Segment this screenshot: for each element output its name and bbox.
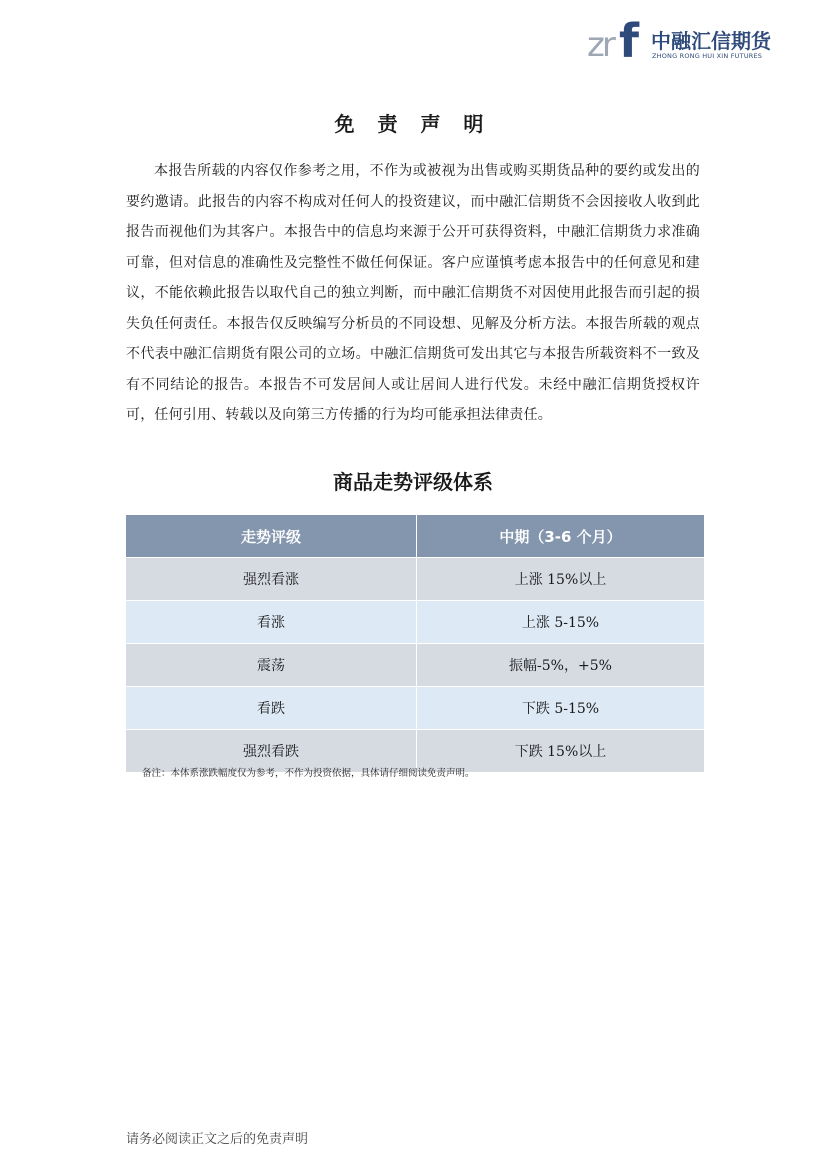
rating-cell: 震荡 bbox=[126, 644, 417, 687]
page-footer: 请务必阅读正文之后的免责声明 bbox=[126, 1132, 309, 1147]
logo-mark-f: f bbox=[619, 14, 640, 68]
page-title: 免 责 声 明 bbox=[334, 112, 492, 136]
range-cell: 下跌 5-15% bbox=[417, 687, 705, 730]
table-note: 备注：本体系涨跌幅度仅为参考，不作为投资依据，具体请仔细阅读免责声明。 bbox=[142, 768, 475, 779]
column-header-rating: 走势评级 bbox=[126, 515, 417, 558]
rating-cell: 强烈看跌 bbox=[126, 730, 417, 773]
table-header-row bbox=[126, 515, 704, 558]
range-cell: 上涨 15%以上 bbox=[417, 558, 705, 601]
rating-cell: 看涨 bbox=[126, 601, 417, 644]
range-cell: 上涨 5-15% bbox=[417, 601, 705, 644]
range-cell: 振幅-5%，+5% bbox=[417, 644, 705, 687]
table-row bbox=[126, 687, 704, 730]
table-row bbox=[126, 644, 704, 687]
rating-section-title: 商品走势评级体系 bbox=[333, 470, 493, 494]
company-logo bbox=[587, 14, 777, 68]
rating-table bbox=[126, 515, 704, 772]
rating-cell: 看跌 bbox=[126, 687, 417, 730]
table-row bbox=[126, 558, 704, 601]
logo-company-name-en: ZHONG RONG HUI XIN FUTURES bbox=[652, 52, 763, 60]
logo-company-name: 中融汇信期货 bbox=[651, 29, 771, 53]
logo-mark-zr: zr bbox=[587, 25, 613, 65]
column-header-term: 中期（3-6 个月） bbox=[417, 515, 705, 558]
disclaimer-paragraph: 本报告所载的内容仅作参考之用，不作为或被视为出售或购买期货品种的要约或发出的要约邀请。此报告的内容不构成对任何人的投资建议，而中融汇信期货不会因接收人收到此报告而视他们为其客户。本报告中的信息均来源于公开可获得资料，中融汇信期货力求准确可靠，但对信息的准确性及完整性不做任何保证。客户应谨慎考虑本报告中的任何意见和建议，不能依赖此报告以取代自己的独立判断，而中融汇信期货不对因使用此报告而引起的损失负任何责任。本报告仅反映编写分析员的不同设想、见解及分析方法。本报告所载的观点不代表中融汇信期货有限公司的立场。中融汇信期货可发出其它与本报告所载资料不一致及有不同结论的报告。本报告不可发居间人或让居间人进行代发。未经中融汇信期货授权许可，任何引用、转载以及向第三方传播的行为均可能承担法律责任。 bbox=[126, 163, 700, 423]
rating-cell: 强烈看涨 bbox=[126, 558, 417, 601]
table-row bbox=[126, 601, 704, 644]
range-cell: 下跌 15%以上 bbox=[417, 730, 705, 773]
